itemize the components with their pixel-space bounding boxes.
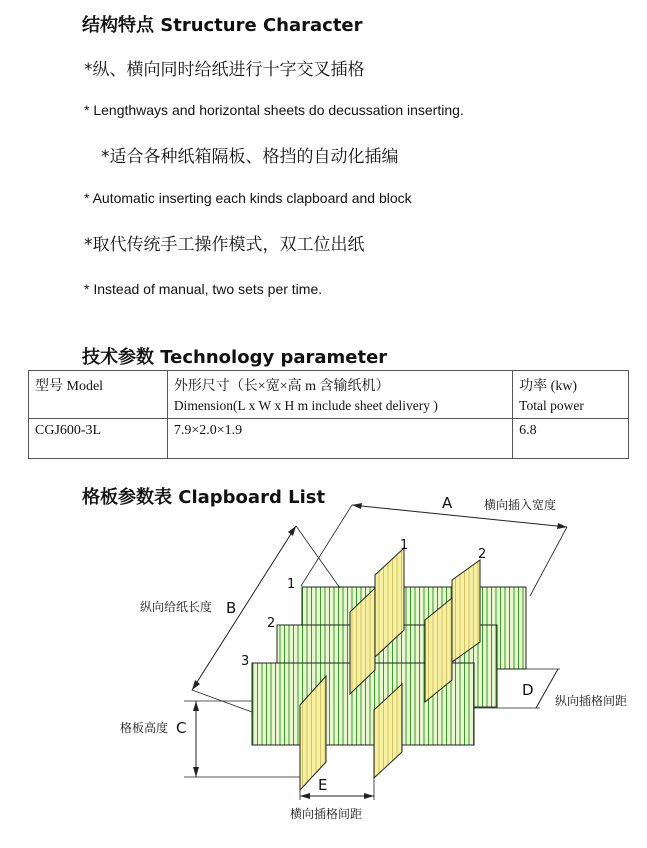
cell-power: 6.8	[513, 419, 629, 459]
clapboard-heading: 格板参数表 Clapboard List	[82, 487, 326, 508]
header-dimension-cn: 外形尺寸（长×宽×高 m 含输纸机）	[173, 379, 390, 394]
label-a: A	[442, 494, 453, 512]
header-power-cn: 功率 (kw)	[519, 379, 578, 394]
label-row-1: 1	[287, 577, 296, 592]
header-power-en: Total power	[519, 398, 584, 413]
label-c: C	[176, 719, 187, 737]
label-b-desc: 纵向给纸长度	[140, 600, 213, 614]
header-model-label: 型号 Model	[35, 379, 104, 394]
header-dimension-en: Dimension(L x W x H m include sheet delivery )	[173, 398, 438, 413]
label-b: B	[226, 599, 237, 617]
label-d-desc: 纵向插格间距	[555, 694, 628, 708]
label-e-desc: 横向插格间距	[290, 807, 363, 821]
feature-line-cn-1: *纵、横向同时给纸进行十字交叉插格	[84, 60, 365, 80]
feature-line-en-1: * Lengthways and horizontal sheets do decussation inserting.	[84, 102, 464, 118]
label-num-2: 2	[478, 547, 487, 562]
technology-heading: 技术参数 Technology parameter	[82, 347, 388, 368]
feature-line-cn-2: *适合各种纸箱隔板、格挡的自动化插编	[101, 147, 399, 167]
label-num-1: 1	[400, 538, 409, 553]
label-row-3: 3	[241, 654, 250, 669]
label-c-desc: 格板高度	[120, 721, 169, 735]
feature-line-en-2: * Automatic inserting each kinds clapboard and block	[84, 190, 412, 206]
structure-heading: 结构特点 Structure Character	[82, 15, 363, 36]
feature-line-cn-3: *取代传统手工操作模式，双工位出纸	[84, 235, 365, 255]
label-row-2: 2	[267, 616, 276, 631]
feature-line-en-3: * Instead of manual, two sets per time.	[84, 281, 323, 297]
cell-dimension: 7.9×2.0×1.9	[167, 419, 512, 459]
label-a-desc: 横向插入宽度	[484, 498, 557, 512]
cell-model: CGJ600-3L	[29, 419, 168, 459]
label-d: D	[522, 681, 534, 699]
label-e: E	[318, 776, 328, 794]
